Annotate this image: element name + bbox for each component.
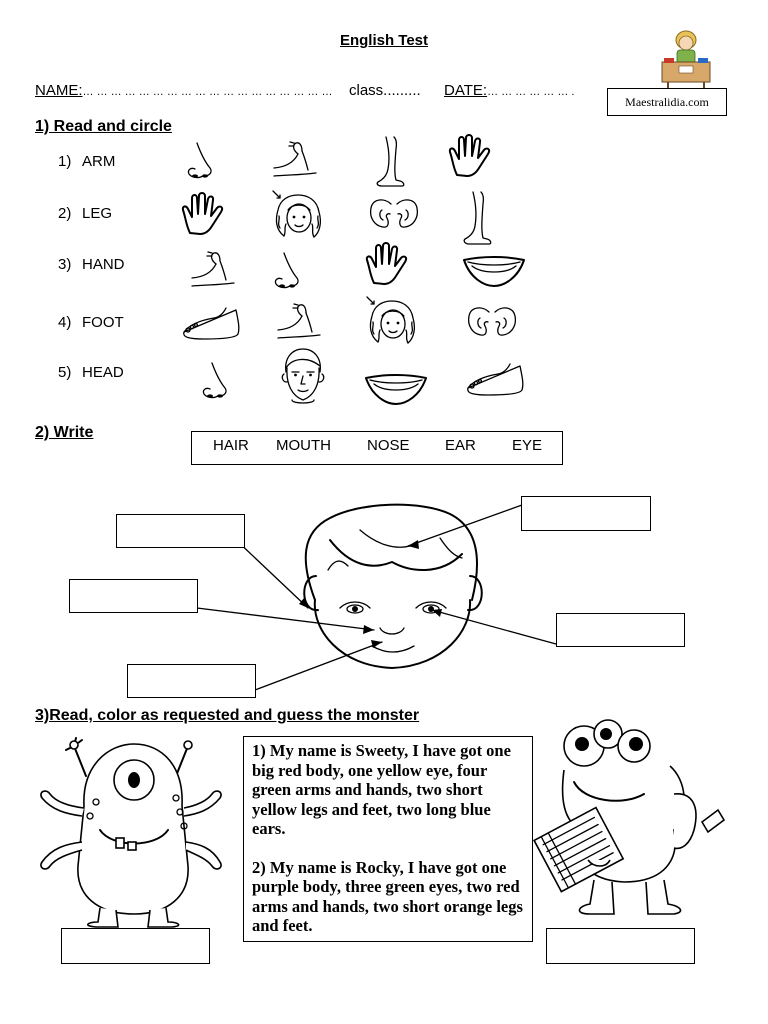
- monster-rocky-icon[interactable]: [534, 710, 726, 925]
- nose-icon[interactable]: [198, 360, 238, 402]
- answer-box-hair[interactable]: [116, 514, 245, 548]
- brand-label: Maestralidia.com: [607, 88, 727, 116]
- class-field[interactable]: class.........: [349, 82, 421, 99]
- question-word: ARM: [82, 153, 116, 170]
- section3-heading: 3)Read, color as requested and guess the monster: [35, 707, 420, 724]
- name-dots: … … … … … … … … … … … … … … … … … …: [82, 86, 333, 98]
- answer-box-hair-top[interactable]: [521, 496, 651, 531]
- riddle-sweety: 1) My name is Sweety, I have got one big red body, one yellow eye, four green arms and hands, two short yellow legs and feet, two long blue ears.: [252, 741, 511, 838]
- nose-icon[interactable]: [183, 140, 223, 182]
- question-number: 4): [58, 314, 72, 331]
- hand-icon[interactable]: [180, 192, 230, 236]
- teacher-logo-icon: [660, 28, 712, 90]
- label-arrows: [197, 505, 556, 690]
- date-dots: … … … … … … .: [487, 86, 575, 98]
- question-number: 1): [58, 153, 72, 170]
- head-girl-icon[interactable]: [364, 296, 422, 348]
- question-number: 5): [58, 364, 72, 381]
- foot-icon[interactable]: [180, 306, 242, 342]
- riddle-box: [243, 736, 533, 942]
- date-field[interactable]: [444, 82, 574, 99]
- section1-heading: 1) Read and circle: [35, 118, 172, 135]
- word-bank-item: NOSE: [367, 437, 410, 454]
- leg-icon[interactable]: [459, 190, 497, 248]
- question-number: 2): [58, 205, 72, 222]
- question-number: 3): [58, 256, 72, 273]
- page-title: English Test: [339, 32, 429, 49]
- word-bank-item: HAIR: [213, 437, 249, 454]
- word-bank-item: EYE: [512, 437, 543, 454]
- answer-box-mouth[interactable]: [127, 664, 256, 698]
- monster-sweety-icon[interactable]: [38, 736, 223, 928]
- nose-icon[interactable]: [270, 250, 310, 292]
- mouth-icon[interactable]: [462, 254, 526, 288]
- head-girl-icon[interactable]: [270, 190, 328, 242]
- question-word: FOOT: [82, 314, 124, 331]
- question-word: HAND: [82, 256, 125, 273]
- section2-heading: 2) Write: [35, 424, 94, 441]
- answer-box-monster-1[interactable]: [61, 928, 210, 964]
- date-label: DATE:: [444, 82, 488, 99]
- hand-icon[interactable]: [364, 242, 414, 286]
- leg-icon[interactable]: [372, 135, 410, 189]
- word-bank-item: EAR: [445, 437, 476, 454]
- question-word: LEG: [82, 205, 113, 222]
- ears-icon[interactable]: [465, 304, 519, 338]
- ears-icon[interactable]: [367, 196, 421, 230]
- arm-icon[interactable]: [270, 140, 320, 182]
- name-label: NAME:: [35, 82, 83, 99]
- mouth-icon[interactable]: [364, 372, 428, 406]
- answer-box-monster-2[interactable]: [546, 928, 695, 964]
- arm-icon[interactable]: [274, 302, 324, 344]
- riddle-rocky: 2) My name is Rocky, I have got one purple body, three green eyes, two red arms and hands, two short orange legs and feet.: [252, 857, 523, 935]
- word-bank-item: MOUTH: [276, 437, 331, 454]
- answer-box-nose[interactable]: [69, 579, 198, 613]
- hand-icon[interactable]: [447, 134, 497, 178]
- foot-icon[interactable]: [464, 362, 526, 398]
- head-man-icon[interactable]: [278, 346, 328, 406]
- arm-icon[interactable]: [188, 250, 238, 292]
- word-bank: [191, 431, 563, 465]
- question-word: HEAD: [82, 364, 124, 381]
- answer-box-eye[interactable]: [556, 613, 685, 647]
- name-field[interactable]: [35, 82, 332, 99]
